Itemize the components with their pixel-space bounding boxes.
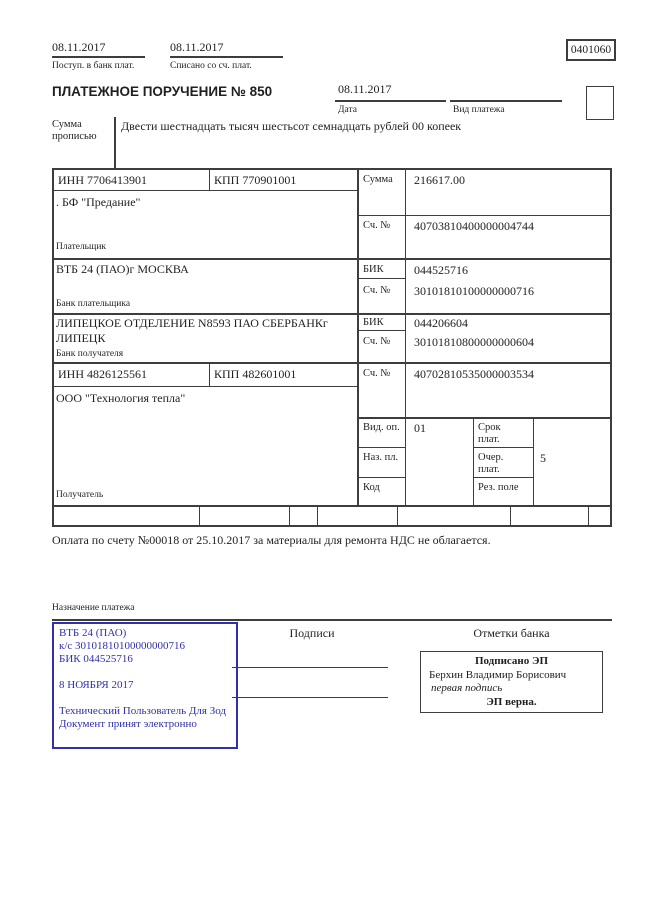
table-line: [473, 477, 533, 478]
payer-bank-account-label: Сч. №: [363, 285, 391, 296]
esign-valid: ЭП верна.: [486, 695, 537, 708]
table-border: [52, 168, 54, 527]
payee-bank-name: ЛИПЕЦКОЕ ОТДЕЛЕНИЕ N8593 ПАО СБЕРБАНКг ЛИПЕЦК: [56, 316, 328, 345]
table-line: [357, 330, 405, 331]
table-line: [357, 168, 359, 505]
payer-bank-section-label: Банк плательщика: [56, 299, 131, 309]
bank-stamp-box: [52, 622, 238, 749]
table-line: [510, 505, 511, 525]
divider-line: [52, 56, 145, 58]
table-line: [405, 168, 406, 505]
table-border: [52, 525, 612, 527]
payee-account-label: Сч. №: [363, 368, 391, 379]
divider-line: [52, 619, 612, 621]
amount-value: 216617.00: [414, 173, 465, 187]
signature-line-2: [232, 697, 388, 698]
signatures-title: Подписи: [289, 626, 335, 640]
signature-line-1: [232, 667, 388, 668]
page-title: ПЛАТЕЖНОЕ ПОРУЧЕНИЕ № 850: [52, 84, 273, 99]
divider-line: [114, 117, 116, 168]
payer-account-value: 40703810400000004744: [414, 219, 534, 233]
table-line: [52, 386, 357, 387]
amount-words-label: Сумма прописью: [52, 119, 97, 142]
esign-kind: первая подпись: [431, 682, 503, 694]
date-label: Дата: [338, 105, 357, 115]
payee-bank-section-label: Банк получателя: [56, 349, 124, 359]
table-line: [199, 505, 200, 525]
payee-bank-bik-label: БИК: [363, 317, 384, 328]
payer-bank-bik-value: 044525716: [414, 263, 468, 277]
payee-bank-account-value: 30101810800000000604: [414, 335, 534, 349]
amount-label: Сумма: [363, 174, 393, 185]
priority-value: 5: [540, 451, 546, 465]
amount-words-value: Двести шестнадцать тысяч шестьсот семнадцать рублей 00 копеек: [121, 119, 462, 133]
stamp-corr-account: к/с 30101810100000000716: [59, 640, 186, 652]
esign-signer: Берхин Владимир Борисович: [429, 668, 567, 681]
table-line: [533, 417, 534, 505]
table-border: [52, 168, 612, 170]
payer-inn: ИНН 7706413901: [58, 173, 147, 187]
stamp-user: Технический Пользователь Для Зод: [59, 705, 227, 717]
payment-table: [52, 168, 612, 527]
received-date: 08.11.2017: [52, 40, 106, 54]
table-line: [357, 278, 405, 279]
table-line: [52, 505, 612, 507]
purpose-code-label: Наз. пл.: [363, 452, 399, 463]
payee-bank-account-label: Сч. №: [363, 336, 391, 347]
form-code-box: [566, 39, 616, 61]
payment-type-box: [586, 86, 614, 120]
payee-kpp: КПП 482601001: [214, 367, 297, 381]
payer-bank-name: ВТБ 24 (ПАО)г МОСКВА: [56, 262, 189, 276]
divider-line: [450, 100, 562, 102]
divider-line: [335, 100, 446, 102]
form-code: 0401060: [570, 44, 612, 56]
table-line: [397, 505, 398, 525]
stamp-spacer: [59, 666, 231, 679]
esign-title: Подписано ЭП: [474, 655, 549, 667]
stamp-spacer: [59, 692, 231, 705]
table-line: [209, 168, 210, 190]
table-border: [610, 168, 612, 527]
table-line: [357, 215, 612, 216]
purpose-text: Оплата по счету №00018 от 25.10.2017 за материалы для ремонта НДС не облагается.: [52, 533, 491, 547]
table-line: [317, 505, 318, 525]
op-type-label: Вид. оп.: [363, 422, 400, 433]
table-line: [473, 447, 533, 448]
table-line: [357, 447, 405, 448]
op-type-value: 01: [414, 421, 426, 435]
payee-inn: ИНН 4826125561: [58, 367, 147, 381]
table-line: [52, 190, 357, 191]
table-line: [588, 505, 589, 525]
purpose-label: Назначение платежа: [52, 603, 135, 613]
code-label: Код: [363, 482, 380, 493]
stamp-bank-name: ВТБ 24 (ПАО): [59, 627, 127, 639]
document-date: 08.11.2017: [338, 82, 392, 96]
payer-account-label: Сч. №: [363, 220, 391, 231]
payment-term-label: Срок плат.: [478, 422, 501, 445]
table-line: [289, 505, 290, 525]
debited-date-label: Списано со сч. плат.: [170, 61, 252, 71]
payer-kpp: КПП 770901001: [214, 173, 297, 187]
payer-name: . БФ "Предание": [56, 195, 141, 209]
payee-account-value: 40702810535000003534: [414, 367, 534, 381]
payee-section-label: Получатель: [56, 490, 104, 500]
reserve-label: Рез. поле: [478, 482, 519, 493]
payer-bank-account-value: 30101810100000000716: [414, 284, 534, 298]
divider-line: [170, 56, 283, 58]
stamp-date: 8 НОЯБРЯ 2017: [59, 679, 134, 691]
stamp-accepted: Документ принят электронно: [59, 718, 197, 730]
payer-section-label: Плательщик: [56, 242, 107, 252]
table-line: [52, 362, 612, 364]
bank-marks-title: Отметки банка: [473, 626, 550, 640]
payee-name: ООО "Технология тепла": [56, 391, 186, 405]
esign-box: [420, 651, 603, 713]
priority-label: Очер. плат.: [478, 452, 504, 475]
table-line: [52, 313, 612, 315]
payee-bank-bik-value: 044206604: [414, 316, 468, 330]
table-line: [209, 362, 210, 386]
debited-date: 08.11.2017: [170, 40, 224, 54]
received-date-label: Поступ. в банк плат.: [52, 61, 135, 71]
table-line: [357, 477, 405, 478]
payment-type-label: Вид платежа: [453, 105, 505, 115]
stamp-bik: БИК 044525716: [59, 653, 133, 665]
table-line: [357, 417, 612, 419]
table-line: [52, 258, 612, 260]
table-line: [473, 417, 474, 505]
payer-bank-bik-label: БИК: [363, 264, 384, 275]
